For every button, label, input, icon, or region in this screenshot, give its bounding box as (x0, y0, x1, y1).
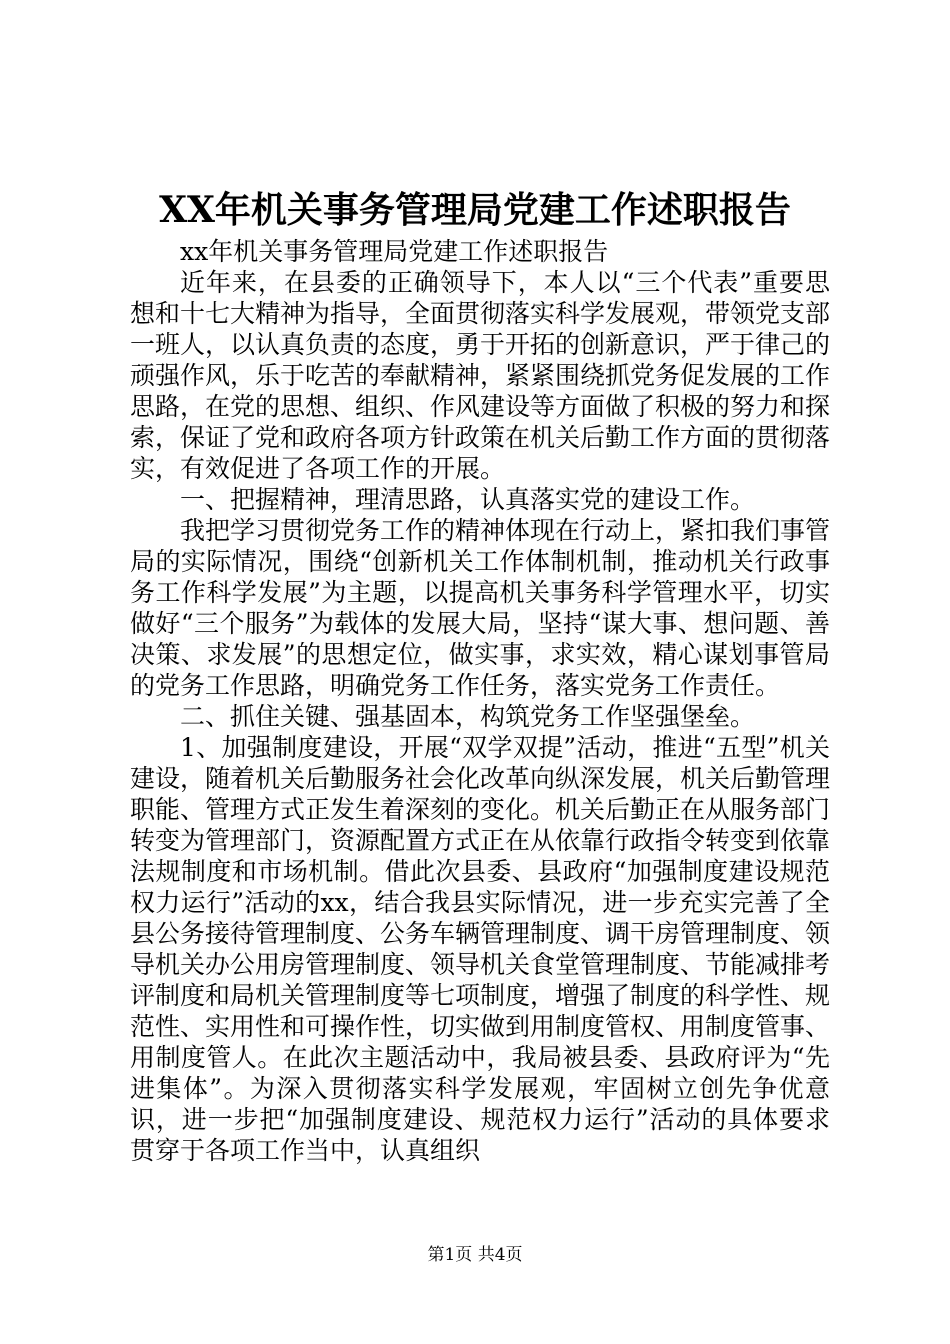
document-body (130, 236, 830, 1166)
intro-paragraph: 近年来，在县委的正确领导下，本人以“三个代表”重要思想和十七大精神为指导，全面贯彻落实科学发展观，带领党支部一班人，以认真负责的态度，勇于开拓的创新意识，严于律己的顽强作风，乐于吃苦的奉献精神，紧紧围绕抓党务促发展的工作思路，在党的思想、组织、作风建设等方面做了积极的努力和探索，保证了党和政府各项方针政策在机关后勤工作方面的贯彻落实，有效促进了各项工作的开展。 (130, 268, 831, 483)
page-number-footer: 第1页 共4页 (427, 1245, 523, 1265)
section-1-paragraph: 我把学习贯彻党务工作的精神体现在行动上，紧扣我们事管局的实际情况，围绕“创新机关工作体制机制，推动机关行政事务工作科学发展”为主题，以提高机关事务科学管理水平，切实做好“三个服务”为载体的发展大局，坚持“谋大事、想问题、善决策、求发展”的思想定位，做实事，求实效，精心谋划事管局的党务工作思路，明确党务工作任务，落实党务工作责任。 (130, 516, 831, 700)
section-heading-2: 二、抓住关键、强基固本，构筑党务工作坚强堡垒。 (180, 702, 756, 731)
section-2-item-1-paragraph: 1、加强制度建设，开展“双学双提”活动，推进“五型”机关建设，随着机关后勤服务社会化改革向纵深发展，机关后勤管理职能、管理方式正发生着深刻的变化。机关后勤正在从服务部门转变为管理部门，资源配置方式正在从依靠行政指令转变到依靠法规制度和市场机制。借此次县委、县政府“加强制度建设规范权力运行”活动的xx，结合我县实际情况，进一步充实完善了全县公务接待管理制度、公务车辆管理制度、调干房管理制度、领导机关办公用房管理制度、领导机关食堂管理制度、节能减排考评制度和局机关管理制度等七项制度，增强了制度的科学性、规范性、实用性和可操作性，切实做到用制度管权、用制度管事、用制度管人。在此次主题活动中，我局被县委、县政府评为“先进集体”。为深入贯彻落实科学发展观，牢固树立创先争优意识，进一步把“加强制度建设、规范权力运行”活动的具体要求贯穿于各项工作当中，认真组织 (130, 733, 831, 1165)
subtitle-paragraph: xx年机关事务管理局党建工作述职报告 (180, 237, 609, 266)
section-heading-1: 一、把握精神，理清思路，认真落实党的建设工作。 (180, 485, 756, 514)
document-title: XX年机关事务管理局党建工作述职报告 (159, 189, 791, 231)
